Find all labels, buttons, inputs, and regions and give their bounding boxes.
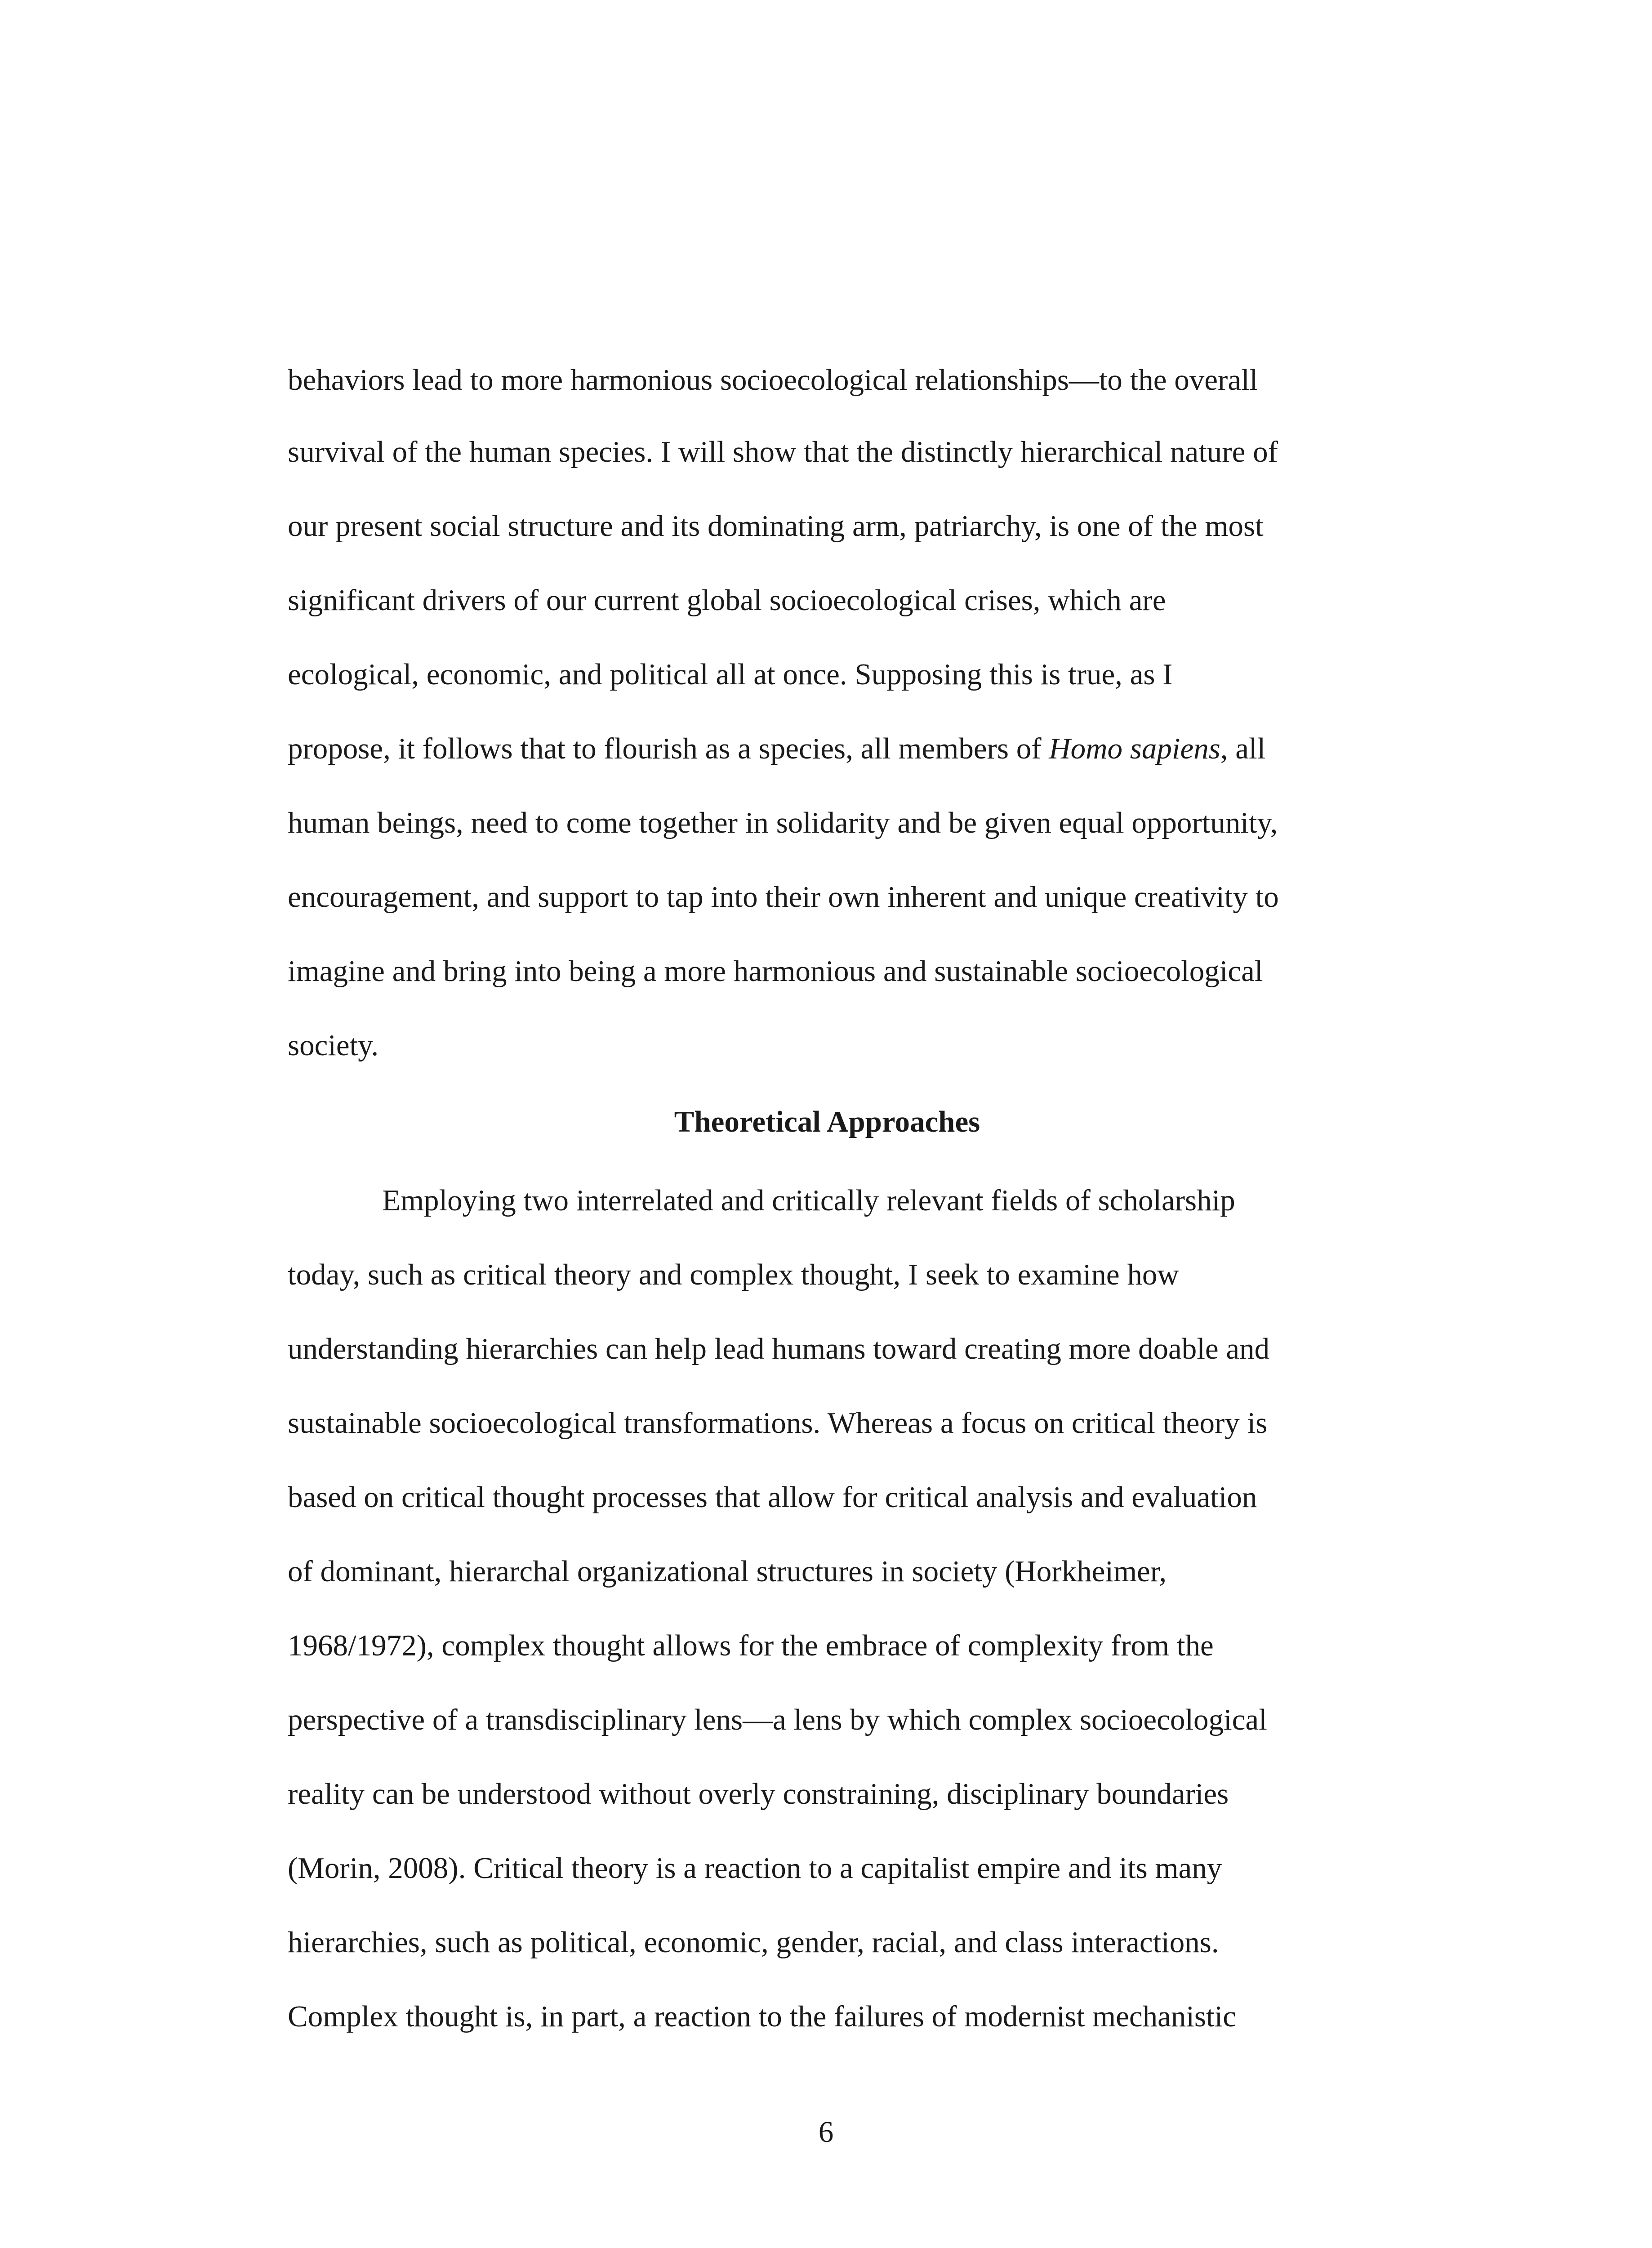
page-number: 6 <box>818 2115 834 2149</box>
text-line: ecological, economic, and political all at once. Supposing this is true, as I <box>288 658 1173 691</box>
text-line: significant drivers of our current global socioecological crises, which are <box>288 584 1166 617</box>
text-line: society. <box>288 1029 379 1062</box>
text-line: today, such as critical theory and complex thought, I seek to examine how <box>288 1258 1179 1291</box>
text-line <box>288 728 1265 769</box>
species-name-italic: Homo sapiens <box>1049 732 1220 765</box>
text-segment: propose, it follows that to flourish as a species, all members of <box>288 732 1049 765</box>
text-line: understanding hierarchies can help lead humans toward creating more doable and <box>288 1332 1270 1365</box>
text-line: human beings, need to come together in solidarity and be given equal opportunity, <box>288 806 1278 839</box>
text-line: 1968/1972), complex thought allows for the embrace of complexity from the <box>288 1629 1214 1662</box>
text-line: Complex thought is, in part, a reaction to the failures of modernist mechanistic <box>288 2000 1236 2033</box>
text-line: of dominant, hierarchal organizational structures in society (Horkheimer, <box>288 1555 1167 1588</box>
text-line: (Morin, 2008). Critical theory is a reaction to a capitalist empire and its many <box>288 1851 1222 1885</box>
text-line: perspective of a transdisciplinary lens—a lens by which complex socioecological <box>288 1703 1267 1736</box>
text-line: hierarchies, such as political, economic, gender, racial, and class interactions. <box>288 1926 1219 1959</box>
text-line: sustainable socioecological transformations. Whereas a focus on critical theory is <box>288 1406 1268 1440</box>
text-line: encouragement, and support to tap into their own inherent and unique creativity to <box>288 880 1279 914</box>
text-segment: , all <box>1220 732 1266 765</box>
text-line: our present social structure and its dominating arm, patriarchy, is one of the most <box>288 509 1264 543</box>
text-line: imagine and bring into being a more harmonious and sustainable socioecological <box>288 955 1263 988</box>
text-line: reality can be understood without overly constraining, disciplinary boundaries <box>288 1777 1229 1811</box>
text-line: Employing two interrelated and critically relevant fields of scholarship <box>382 1184 1235 1217</box>
text-line: behaviors lead to more harmonious socioecological relationships—to the overall <box>288 363 1258 397</box>
text-line: survival of the human species. I will show that the distinctly hierarchical nature of <box>288 435 1278 468</box>
text-line: based on critical thought processes that allow for critical analysis and evaluation <box>288 1481 1257 1514</box>
section-heading: Theoretical Approaches <box>674 1105 980 1138</box>
